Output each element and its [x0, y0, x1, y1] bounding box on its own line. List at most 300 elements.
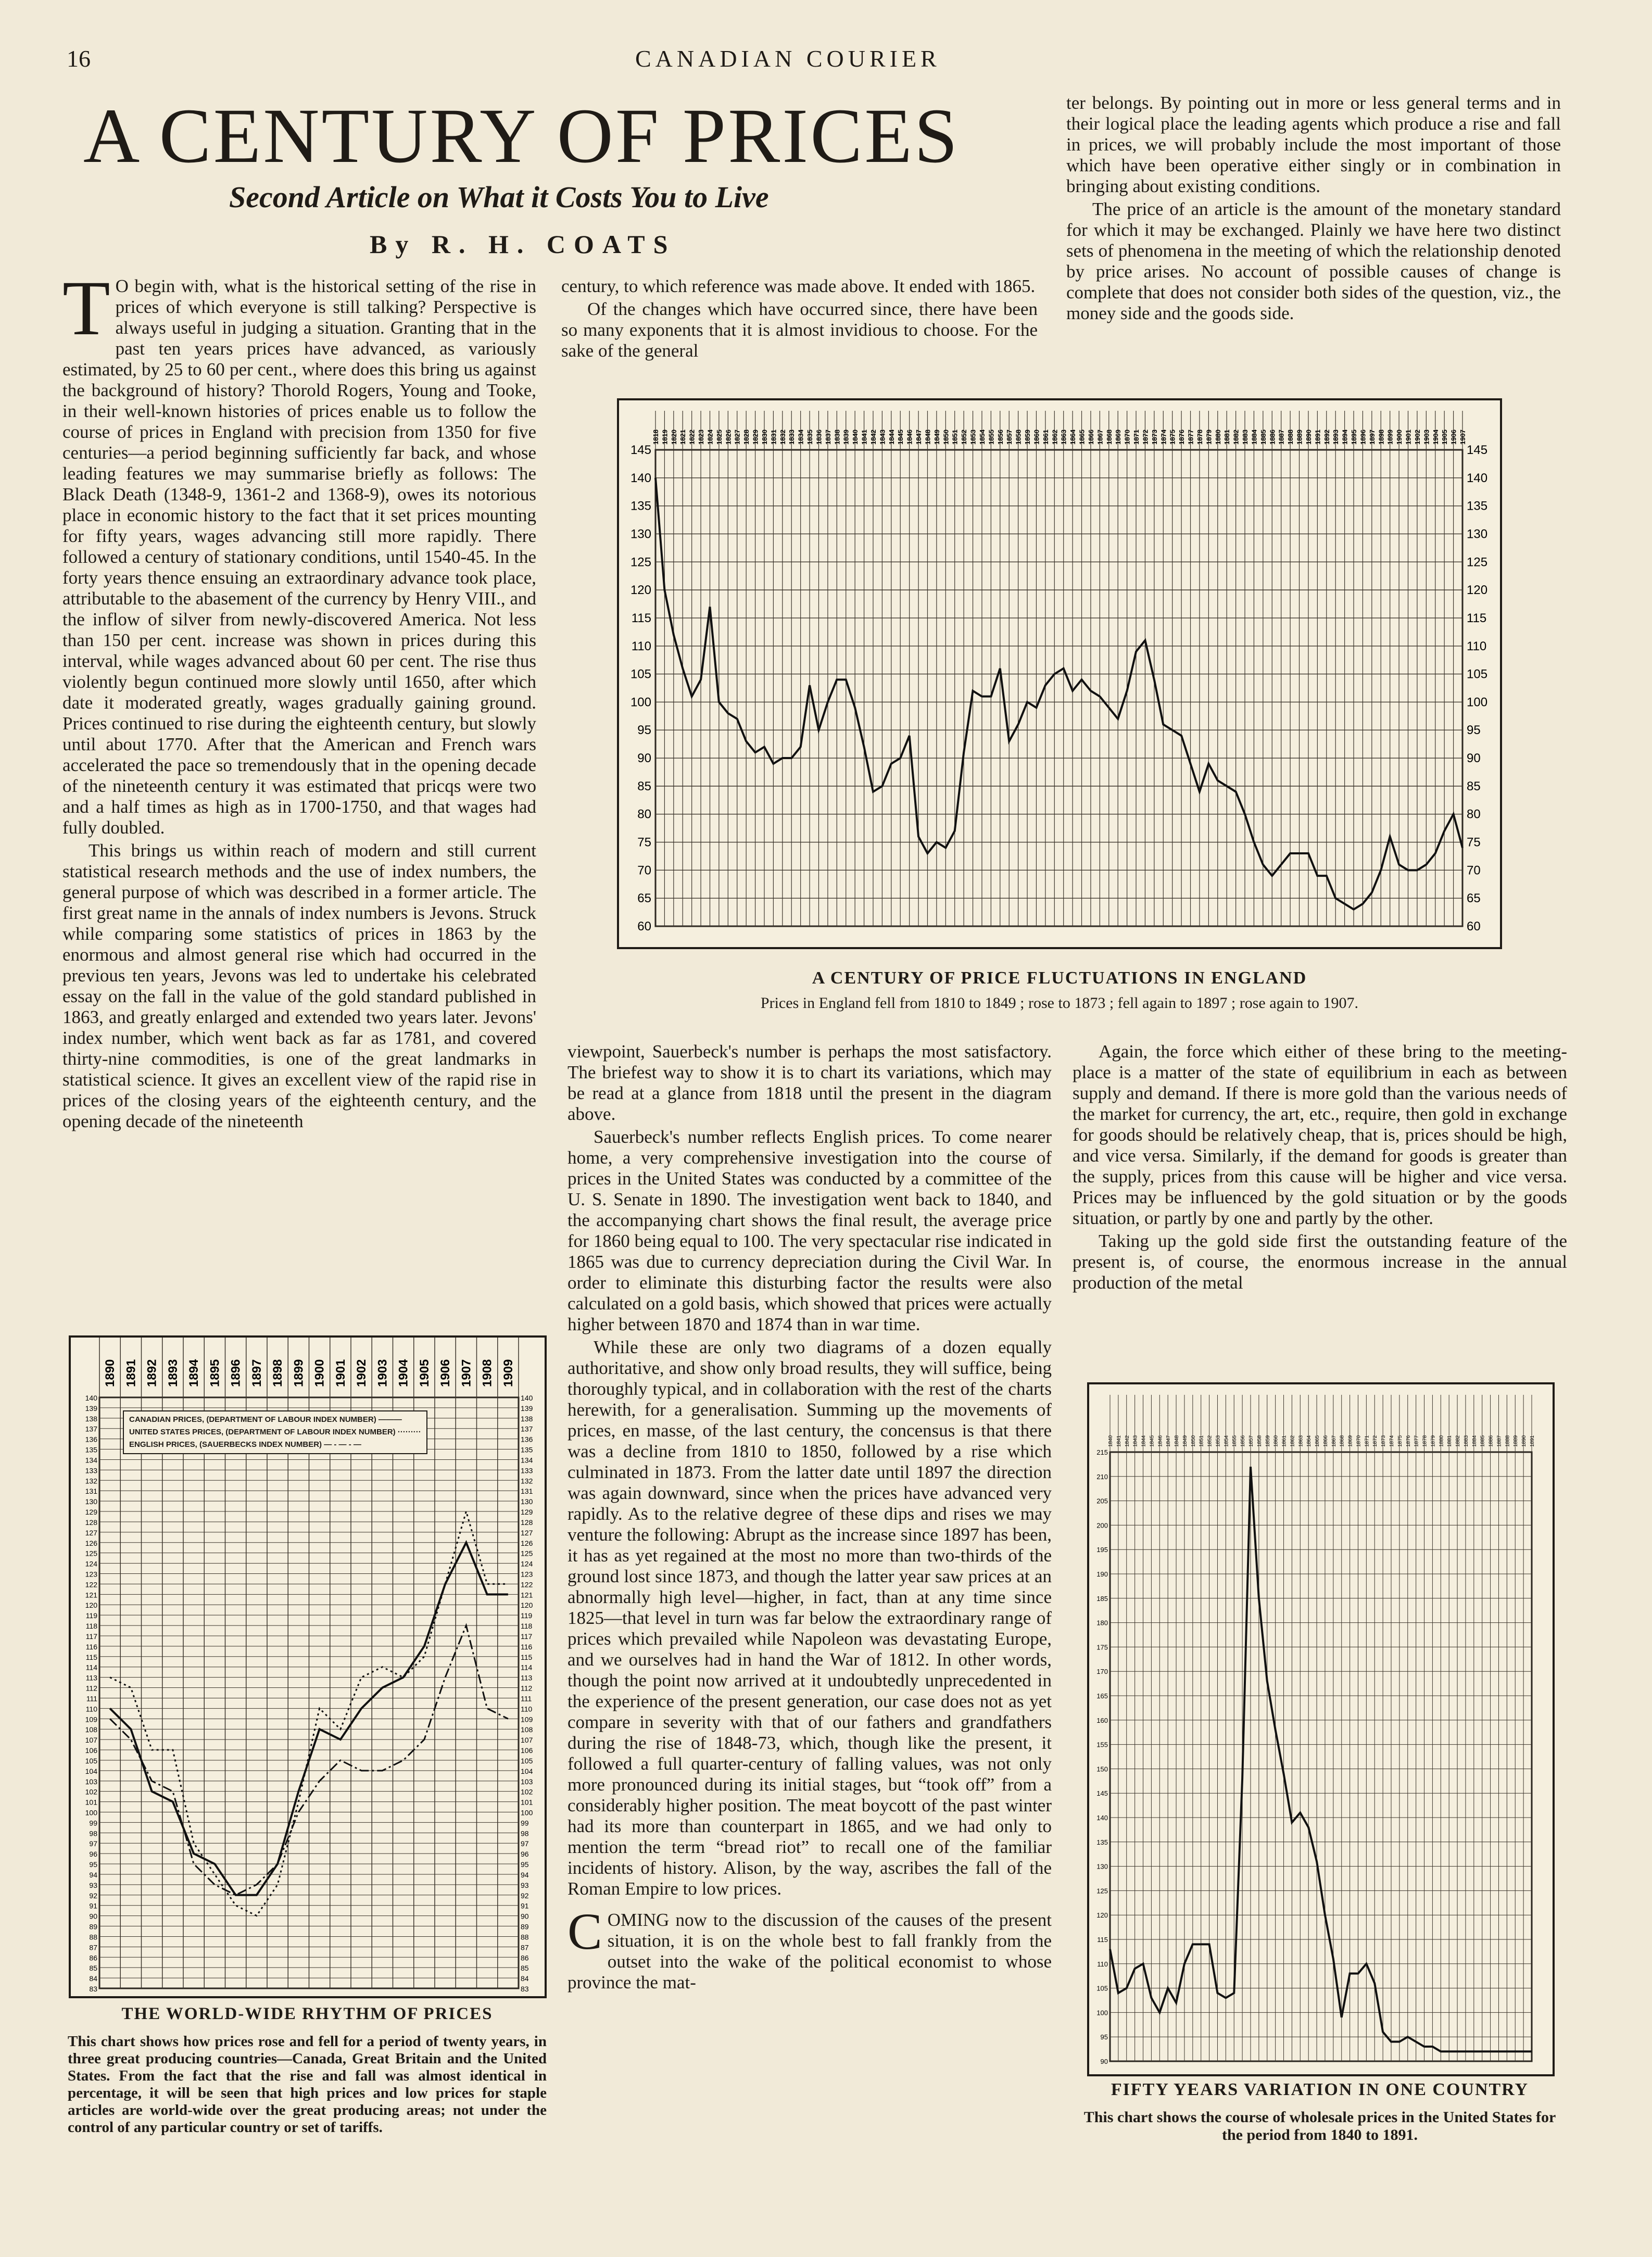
plot-frame: [655, 450, 1462, 926]
y-tick-label-left: 93: [89, 1881, 97, 1889]
x-tick-label: 1892: [145, 1359, 159, 1387]
x-tick-label: 1885: [1259, 430, 1267, 445]
y-tick-label-left: 117: [85, 1632, 97, 1641]
x-tick-label: 1858: [1014, 430, 1023, 445]
column-2-top-text: [561, 276, 1038, 396]
y-tick-label: 145: [1096, 1789, 1108, 1798]
x-tick-label: 1845: [1149, 1435, 1155, 1447]
x-tick-label: 1883: [1463, 1435, 1469, 1447]
legend-entry-us: UNITED STATES PRICES, (DEPARTMENT OF LABOUR INDEX NUMBER) ·········: [129, 1428, 421, 1436]
y-tick-label-right: 88: [521, 1933, 529, 1941]
x-tick-label: 1890: [1304, 430, 1313, 445]
y-tick-label-right: 99: [521, 1819, 529, 1827]
x-tick-label: 1896: [229, 1359, 243, 1387]
y-tick-label-right: 91: [521, 1901, 529, 1910]
x-tick-label: 1880: [1439, 1435, 1445, 1447]
x-tick-label: 1877: [1414, 1435, 1420, 1447]
y-tick-label-left: 92: [89, 1891, 97, 1900]
y-tick-label: 90: [1100, 2058, 1108, 2065]
x-tick-label: 1876: [1178, 430, 1186, 445]
column-2-bottom-text: [568, 1041, 1052, 2187]
y-tick-label-left: 106: [85, 1746, 97, 1755]
y-tick-label-right: 75: [1467, 835, 1481, 850]
england-chart-svg: [619, 400, 1500, 947]
article-title: A CENTURY OF PRICES: [83, 93, 960, 179]
y-tick-label-right: 132: [521, 1477, 533, 1485]
x-tick-label: 1879: [1430, 1435, 1436, 1447]
y-tick-label-right: 90: [1467, 751, 1481, 766]
x-tick-label: 1827: [733, 430, 741, 445]
y-tick-label-right: 102: [521, 1787, 533, 1796]
y-tick-label-left: 119: [85, 1611, 97, 1620]
x-tick-label: 1889: [1295, 430, 1304, 445]
x-tick-label: 1843: [1132, 1435, 1139, 1447]
y-tick-label-left: 124: [85, 1559, 97, 1568]
paragraph: Sauerbeck's number reflects English prices. To come nearer home, a very comprehensive investigation into the course of prices in the United States was conducted by a committee of the U. S. Senate in 1890. The investigation went back to 1840, and the accompanying chart shows the final result, the average price for 1860 being equal to 100. The very spectacular rise indicated in 1865 was due to currency depreciation during the Civil War. In order to eliminate this disturbing factor the results were also calculated on a gold basis, which showed that prices were actually higher between 1870 and 1874 than in war time.: [568, 1127, 1052, 1334]
y-tick-label-left: 130: [85, 1497, 97, 1506]
y-tick-label-right: 138: [521, 1414, 533, 1423]
x-tick-label: 1867: [1096, 430, 1104, 445]
y-tick-label-right: 83: [521, 1985, 529, 1993]
y-tick-label-left: 116: [85, 1642, 97, 1651]
x-tick-label: 1905: [1441, 430, 1449, 445]
y-tick-label-left: 122: [85, 1580, 97, 1589]
y-tick-label-left: 113: [85, 1673, 97, 1682]
x-tick-label: 1873: [1381, 1435, 1387, 1447]
y-tick-label-left: 145: [630, 443, 651, 457]
y-tick-label-left: 111: [86, 1694, 97, 1703]
y-tick-label-right: 122: [521, 1580, 533, 1589]
x-tick-label: 1828: [742, 430, 751, 445]
paragraph: viewpoint, Sauerbeck's number is perhaps the most satisfactory. The briefest way to show it is to chart its variations, which may be read at a glance from 1818 until the present in the diagram above.: [568, 1041, 1052, 1124]
y-tick-label-left: 136: [85, 1435, 97, 1444]
y-tick-label-right: 100: [521, 1808, 533, 1817]
y-tick-label: 180: [1096, 1619, 1108, 1627]
y-tick-label-right: 90: [521, 1912, 529, 1921]
y-tick-label-left: 96: [89, 1850, 97, 1859]
x-tick-label: 1899: [292, 1359, 306, 1387]
x-tick-label: 1887: [1277, 430, 1285, 445]
x-tick-label: 1908: [480, 1359, 495, 1387]
x-tick-label: 1877: [1187, 430, 1195, 445]
y-tick-label-left: 100: [85, 1808, 97, 1817]
y-tick-label-right: 105: [1467, 667, 1488, 682]
x-tick-label: 1822: [688, 430, 696, 445]
y-tick-label-left: 95: [89, 1860, 97, 1869]
y-tick-label-left: 126: [85, 1539, 97, 1547]
x-tick-label: 1893: [166, 1359, 180, 1387]
x-tick-label: 1882: [1455, 1435, 1461, 1447]
y-tick-label-left: 129: [85, 1508, 97, 1517]
y-tick-label-left: 101: [85, 1798, 97, 1807]
x-tick-label: 1829: [751, 430, 760, 445]
x-tick-label: 1830: [760, 430, 768, 445]
x-tick-label: 1890: [1521, 1435, 1528, 1447]
y-tick-label: 185: [1096, 1594, 1108, 1603]
y-tick-label-right: 112: [521, 1684, 533, 1693]
y-tick-label-left: 140: [85, 1394, 97, 1402]
y-tick-label: 105: [1096, 1984, 1108, 1993]
x-tick-label: 1891: [1314, 430, 1322, 445]
y-tick-label-left: 85: [637, 779, 651, 793]
y-tick-label-right: 110: [1467, 639, 1487, 653]
x-tick-label: 1874: [1389, 1435, 1395, 1447]
y-tick-label-left: 128: [85, 1518, 97, 1527]
x-tick-label: 1859: [1265, 1435, 1271, 1447]
us-fifty-years-chart: [1087, 1382, 1555, 2076]
column-1-text: [62, 276, 536, 1322]
x-tick-label: 1903: [1422, 430, 1431, 445]
world-chart-legend: [123, 1410, 427, 1454]
y-tick-label-right: 130: [1467, 527, 1488, 541]
x-tick-label: 1870: [1356, 1435, 1362, 1447]
x-tick-label: 1833: [788, 430, 796, 445]
y-tick-label-right: 124: [521, 1559, 533, 1568]
x-tick-label: 1882: [1232, 430, 1240, 445]
x-tick-label: 1884: [1471, 1435, 1478, 1447]
x-tick-label: 1886: [1488, 1435, 1494, 1447]
x-tick-label: 1821: [679, 430, 687, 445]
y-tick-label: 115: [1097, 1936, 1108, 1944]
x-tick-label: 1872: [1141, 430, 1150, 445]
y-tick-label-left: 99: [89, 1819, 97, 1827]
drop-cap: C: [568, 1902, 602, 1960]
x-tick-label: 1842: [869, 430, 877, 445]
y-tick-label: 165: [1096, 1692, 1108, 1700]
y-tick-label: 130: [1096, 1862, 1108, 1871]
y-tick-label-right: 130: [521, 1497, 533, 1506]
x-tick-label: 1860: [1273, 1435, 1279, 1447]
y-tick-label-left: 115: [631, 611, 651, 625]
y-tick-label-right: 118: [521, 1622, 533, 1631]
y-tick-label-left: 118: [85, 1622, 97, 1631]
y-tick-label-right: 86: [521, 1953, 529, 1962]
x-tick-label: 1897: [249, 1359, 264, 1387]
x-tick-label: 1885: [1480, 1435, 1486, 1447]
x-tick-label: 1847: [1166, 1435, 1172, 1447]
y-tick-label-right: 140: [521, 1394, 533, 1402]
y-tick-label-right: 95: [1467, 723, 1481, 738]
x-tick-label: 1896: [1359, 430, 1367, 445]
y-tick-label-right: 109: [521, 1715, 533, 1724]
x-tick-label: 1844: [1141, 1435, 1147, 1447]
y-tick-label-right: 125: [1467, 555, 1488, 570]
y-tick-label-right: 108: [521, 1725, 533, 1734]
y-tick-label-left: 85: [89, 1964, 97, 1973]
y-tick-label-right: 111: [521, 1694, 532, 1703]
us-chart-svg: [1089, 1384, 1553, 2074]
y-tick-label-right: 95: [521, 1860, 529, 1869]
y-tick-label-left: 65: [637, 891, 651, 906]
x-tick-label: 1892: [1322, 430, 1331, 445]
x-tick-label: 1820: [670, 430, 678, 445]
x-tick-label: 1851: [1199, 1435, 1205, 1447]
x-tick-label: 1906: [1449, 430, 1458, 445]
x-tick-label: 1853: [1215, 1435, 1221, 1447]
y-tick-label-left: 140: [630, 471, 651, 485]
y-tick-label-left: 120: [85, 1601, 97, 1610]
x-tick-label: 1851: [951, 430, 959, 445]
y-tick-label: 175: [1096, 1643, 1108, 1651]
y-tick-label-right: 126: [521, 1539, 533, 1547]
x-tick-label: 1831: [770, 430, 778, 445]
x-tick-label: 1832: [778, 430, 787, 445]
y-tick-label-left: 97: [89, 1839, 97, 1848]
y-tick-label-left: 105: [85, 1756, 97, 1765]
x-tick-label: 1872: [1372, 1435, 1379, 1447]
y-tick-label-left: 100: [630, 695, 651, 710]
y-tick-label-right: 131: [521, 1487, 533, 1496]
x-tick-label: 1867: [1331, 1435, 1337, 1447]
paragraph: ter belongs. By pointing out in more or less general terms and in their logical place the leading agents which produce a rise and fall in prices, we will probably include the most important of those which have been operative either singly or in combination in bringing about existing conditions.: [1066, 93, 1561, 196]
y-tick-label: 95: [1100, 2033, 1108, 2041]
x-tick-label: 1901: [333, 1359, 348, 1387]
y-tick-label-right: 85: [521, 1964, 529, 1973]
x-tick-label: 1850: [1190, 1435, 1196, 1447]
x-tick-label: 1852: [960, 430, 968, 445]
x-tick-label: 1863: [1060, 430, 1068, 445]
article-subtitle: Second Article on What it Costs You to Live: [229, 180, 769, 214]
y-tick-label: 100: [1096, 2009, 1108, 2017]
y-tick-label-right: 115: [1467, 611, 1487, 625]
x-tick-label: 1907: [1459, 430, 1467, 445]
y-tick-label-right: 137: [521, 1424, 533, 1433]
x-tick-label: 1848: [1174, 1435, 1180, 1447]
x-tick-label: 1836: [815, 430, 823, 445]
x-tick-label: 1902: [355, 1359, 369, 1387]
y-tick-label-left: 60: [637, 919, 651, 934]
x-tick-label: 1854: [1224, 1435, 1230, 1447]
y-tick-label-left: 102: [85, 1787, 97, 1796]
x-tick-label: 1823: [697, 430, 705, 445]
y-tick-label-right: 114: [521, 1663, 533, 1672]
y-tick-label-right: 129: [521, 1508, 533, 1517]
y-tick-label: 120: [1096, 1911, 1108, 1920]
y-tick-label-left: 107: [85, 1736, 97, 1745]
y-tick-label-right: 84: [521, 1974, 529, 1983]
y-tick-label-right: 120: [521, 1601, 533, 1610]
x-tick-label: 1842: [1124, 1435, 1130, 1447]
y-tick-label-right: 119: [521, 1611, 533, 1620]
y-tick-label-left: 125: [630, 555, 651, 570]
y-tick-label-left: 95: [637, 723, 651, 738]
paragraph: COMING now to the discussion of the causes of the present situation, it is on the whole best to fall frankly from the outset into the wake of the political economist to whose province the mat-: [568, 1902, 1052, 1993]
x-tick-label: 1857: [1249, 1435, 1254, 1447]
x-tick-label: 1874: [1159, 430, 1168, 445]
y-tick-label-left: 133: [85, 1466, 97, 1475]
x-tick-label: 1865: [1078, 430, 1086, 445]
drop-cap: T: [62, 276, 110, 351]
y-tick-label-right: 87: [521, 1943, 529, 1952]
x-tick-label: 1869: [1347, 1435, 1354, 1447]
y-tick-label-left: 80: [637, 807, 651, 822]
y-tick-label-left: 90: [637, 751, 651, 766]
y-tick-label-left: 120: [630, 583, 651, 598]
y-tick-label-left: 121: [85, 1591, 97, 1599]
y-tick-label-left: 110: [631, 639, 651, 653]
y-tick-label-left: 104: [85, 1767, 97, 1775]
y-tick-label-right: 127: [521, 1528, 533, 1537]
x-tick-label: 1860: [1032, 430, 1041, 445]
x-tick-label: 1894: [187, 1359, 201, 1387]
y-tick-label: 135: [1096, 1838, 1108, 1846]
y-tick-label-left: 109: [85, 1715, 97, 1724]
y-tick-label-right: 135: [521, 1445, 533, 1454]
x-tick-label: 1858: [1256, 1435, 1263, 1447]
y-tick-label: 125: [1096, 1887, 1108, 1895]
x-tick-label: 1875: [1397, 1435, 1403, 1447]
x-tick-label: 1903: [375, 1359, 390, 1387]
x-tick-label: 1888: [1287, 430, 1295, 445]
y-tick-label-right: 89: [521, 1922, 529, 1931]
y-tick-label-left: 91: [89, 1901, 97, 1910]
x-tick-label: 1863: [1298, 1435, 1304, 1447]
world-chart-caption: This chart shows how prices rose and fell for a period of twenty years, in three great producing countries—Canada, Great Britain and the United States. From the fact that the rise and fall was almost identical in percentage, it will be seen that high prices and low prices for staple articles are world-wide over the great producing areas; not under the control of any particular country or set of tariffs.: [68, 2033, 547, 2136]
paragraph: This brings us within reach of modern and still current statistical research methods and the use of index numbers, the general purpose of which was described in a former article. The first great name in the annals of index numbers is Jevons. Struck while comparing some statistics of prices in 1863 by the enormous and almost general rise which had occurred in the previous ten years, Jevons was led to undertake his celebrated essay on the fall in the value of the gold standard published in 1863, and greatly enlarged and extended two years later. Jevons' index number, which went back as far as 1781, and covered thirty-nine commodities, is one of the great landmarks in statistical science. It gives an excellent view of the rapid rise in prices of the closing years of the eighteenth century, and the opening decade of the nineteenth: [62, 840, 536, 1131]
x-tick-label: 1891: [124, 1359, 138, 1387]
x-tick-label: 1883: [1241, 430, 1250, 445]
y-tick-label-left: 86: [89, 1953, 97, 1962]
y-tick-label-right: 123: [521, 1570, 533, 1579]
running-head: CANADIAN COURIER: [635, 45, 941, 72]
paragraph: While these are only two diagrams of a dozen equally authoritative, and show only broad results, they will suffice, being thoroughly typical, and in collaboration with the rest of the charts herewith, for a generalisation. Summing up the movements of prices, en masse, of the last century, the concensus is that there was a decline from 1810 to 1850, followed by a rise which culminated in 1873. From the latter date until 1897 the direction was again downward, since when the prices have advanced very rapidly. As to the relative degree of these dips and rises we may venture the following: Abrupt as the increase since 1897 has been, it has as yet regained at the most no more than two-thirds of the ground lost since 1873, and though the latter year saw prices at an abnormally high level—higher, in fact, than at any time since 1825—that level in turn was far below the extraordinary range of prices which prevailed while Napoleon was devastating Europe, and we ourselves had in hand the War of 1812. In other words, though the point now arrived at it undoubtedly unprecedented in the experience of the present generation, our case does not as yet compare in severity with that of our fathers and grandfathers during the rise of 1848-73, which, though like the present, it followed a full quarter-century of falling values, was not only more pronounced during its initial stages, but “took off” from a considerably higher position. The meat boycott of the past winter had its more than counterpart in 1865, and we had only to mention the term “bread riot” to recall one of the familiar incidents of history. Alison, by the way, ascribes the fall of the Roman Empire to low prices.: [568, 1337, 1052, 1899]
y-tick-label-right: 125: [521, 1549, 533, 1558]
x-tick-label: 1846: [1157, 1435, 1164, 1447]
y-tick-label-left: 132: [85, 1477, 97, 1485]
y-tick-label-left: 130: [630, 527, 651, 541]
x-tick-label: 1845: [897, 430, 905, 445]
legend-entry-canada: CANADIAN PRICES, (DEPARTMENT OF LABOUR INDEX NUMBER) ———: [129, 1415, 402, 1424]
x-tick-label: 1875: [1168, 430, 1177, 445]
page-header: [0, 45, 1197, 81]
x-tick-label: 1879: [1205, 430, 1213, 445]
x-tick-label: 1870: [1123, 430, 1131, 445]
y-tick-label-right: 135: [1467, 499, 1488, 513]
x-tick-label: 1906: [438, 1359, 453, 1387]
x-tick-label: 1857: [1005, 430, 1014, 445]
x-tick-label: 1855: [1232, 1435, 1238, 1447]
y-tick-label-right: 113: [521, 1673, 533, 1682]
x-tick-label: 1856: [996, 430, 1004, 445]
y-tick-label-left: 94: [89, 1870, 97, 1879]
y-tick-label: 205: [1096, 1497, 1108, 1505]
england-chart-title: A CENTURY OF PRICE FLUCTUATIONS IN ENGLAND: [812, 968, 1307, 988]
y-tick-label: 215: [1096, 1448, 1108, 1456]
y-tick-label-right: 110: [521, 1705, 533, 1713]
paragraph: Taking up the gold side first the outstanding feature of the present is, of course, the enormous increase in the annual production of the metal: [1073, 1231, 1567, 1293]
x-tick-label: 1890: [103, 1359, 118, 1387]
y-tick-label-left: 123: [85, 1570, 97, 1579]
y-tick-label-left: 89: [89, 1922, 97, 1931]
x-tick-label: 1850: [942, 430, 950, 445]
y-tick-label: 210: [1096, 1472, 1108, 1481]
y-tick-label: 155: [1096, 1741, 1108, 1749]
y-tick-label-left: 98: [89, 1829, 97, 1838]
x-tick-label: 1887: [1496, 1435, 1503, 1447]
y-tick-label: 160: [1096, 1716, 1108, 1724]
x-tick-label: 1825: [715, 430, 723, 445]
y-tick-label-right: 145: [1467, 443, 1488, 457]
article-byline: By R. H. COATS: [370, 230, 676, 259]
x-tick-label: 1841: [860, 430, 868, 445]
y-tick-label-left: 127: [85, 1528, 97, 1537]
y-tick-label: 140: [1096, 1814, 1108, 1822]
y-tick-label-right: 106: [521, 1746, 533, 1755]
paragraph: century, to which reference was made above. It ended with 1865.: [561, 276, 1036, 296]
x-tick-label: 1854: [978, 430, 986, 445]
x-tick-label: 1889: [1513, 1435, 1519, 1447]
x-tick-label: 1904: [396, 1359, 411, 1387]
x-tick-label: 1841: [1116, 1435, 1122, 1447]
x-tick-label: 1864: [1069, 430, 1077, 445]
y-tick-label-right: 105: [521, 1756, 533, 1765]
x-tick-label: 1897: [1368, 430, 1376, 445]
x-tick-label: 1895: [1350, 430, 1358, 445]
y-tick-label: 200: [1096, 1521, 1108, 1530]
x-tick-label: 1880: [1214, 430, 1222, 445]
y-tick-label-right: 80: [1467, 807, 1481, 822]
x-tick-label: 1898: [271, 1359, 285, 1387]
x-tick-label: 1843: [878, 430, 887, 445]
y-tick-label-right: 140: [1467, 471, 1488, 485]
y-tick-label-left: 125: [85, 1549, 97, 1558]
x-tick-label: 1900: [1395, 430, 1404, 445]
y-tick-label-right: 107: [521, 1736, 533, 1745]
world-rhythm-chart: [69, 1335, 547, 1998]
x-tick-label: 1839: [842, 430, 850, 445]
x-tick-label: 1871: [1364, 1435, 1370, 1447]
x-tick-label: 1852: [1207, 1435, 1213, 1447]
y-tick-label-right: 96: [521, 1850, 529, 1859]
y-tick-label-left: 138: [85, 1414, 97, 1423]
x-tick-label: 1853: [969, 430, 977, 445]
x-tick-label: 1849: [932, 430, 941, 445]
y-tick-label-right: 139: [521, 1404, 533, 1413]
y-tick-label-left: 108: [85, 1725, 97, 1734]
x-tick-label: 1824: [706, 430, 714, 445]
y-tick-label-right: 85: [1467, 779, 1481, 793]
x-tick-label: 1884: [1250, 430, 1258, 445]
y-tick-label-left: 134: [85, 1456, 97, 1465]
x-tick-label: 1855: [987, 430, 995, 445]
x-tick-label: 1899: [1386, 430, 1394, 445]
x-tick-label: 1901: [1404, 430, 1413, 445]
x-tick-label: 1819: [661, 430, 669, 445]
england-price-line: [655, 478, 1462, 910]
y-tick-label-left: 88: [89, 1933, 97, 1941]
x-tick-label: 1909: [501, 1359, 515, 1387]
plot-frame: [1110, 1452, 1532, 2061]
x-tick-label: 1844: [887, 430, 896, 445]
y-tick-label-right: 120: [1467, 583, 1488, 598]
x-tick-label: 1873: [1150, 430, 1158, 445]
y-tick-label-left: 115: [85, 1653, 97, 1661]
x-tick-label: 1818: [652, 430, 660, 445]
y-tick-label-right: 104: [521, 1767, 533, 1775]
us-chart-title: FIFTY YEARS VARIATION IN ONE COUNTRY: [1111, 2080, 1529, 2099]
x-tick-label: 1868: [1105, 430, 1113, 445]
x-tick-label: 1856: [1240, 1435, 1246, 1447]
y-tick-label-right: 134: [521, 1456, 533, 1465]
x-tick-label: 1895: [208, 1359, 222, 1387]
x-tick-label: 1876: [1405, 1435, 1411, 1447]
y-tick-label-left: 139: [85, 1404, 97, 1413]
x-tick-label: 1862: [1290, 1435, 1296, 1447]
y-tick-label-right: 98: [521, 1829, 529, 1838]
x-tick-label: 1900: [312, 1359, 327, 1387]
y-tick-label-left: 84: [89, 1974, 97, 1983]
y-tick-label-right: 121: [521, 1591, 533, 1599]
